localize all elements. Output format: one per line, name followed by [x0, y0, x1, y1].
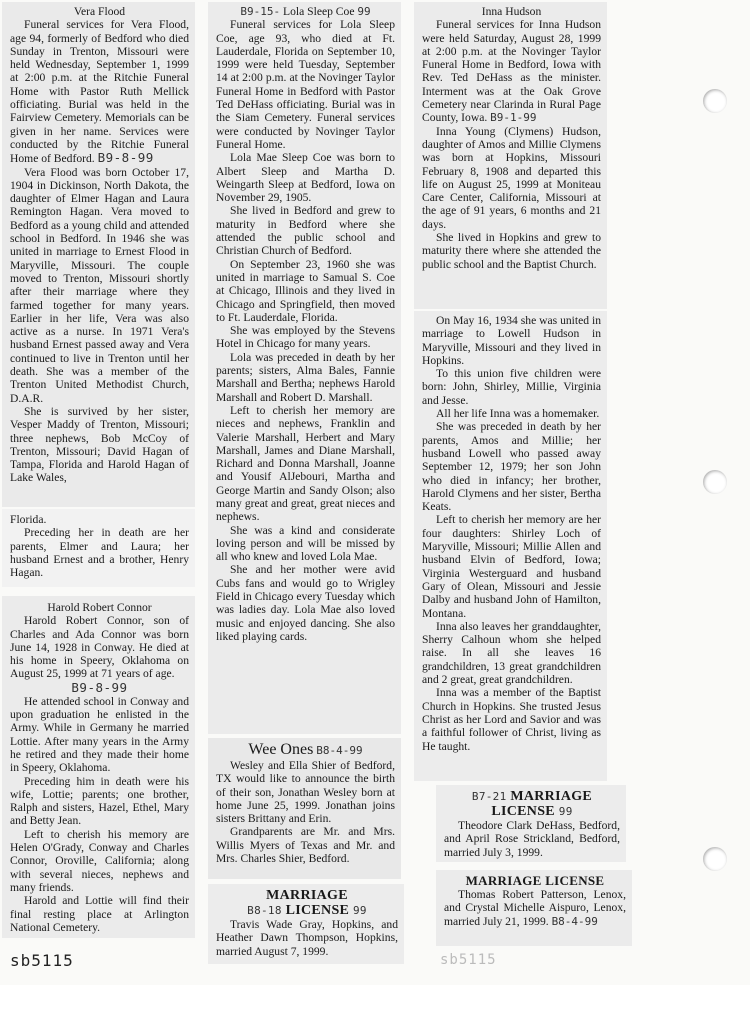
handwritten-year: 99 [357, 5, 371, 18]
obituary-title: Harold Robert Connor [47, 601, 152, 614]
announcement-title: Wee Ones B8-4-99 [248, 741, 363, 758]
marriage-license-title: MARRIAGE LICENSE [465, 873, 605, 888]
marriage-license-text: Travis Wade Gray, Hopkins, and Heather Dawn Thompson, Hopkins, married August 7, 1999. [216, 918, 398, 958]
handwritten-year: 99 [352, 904, 367, 917]
marriage-license-title: MARRIAGE [266, 888, 348, 903]
obituary-paragraph: Left to cherish his memory are Helen O'Grady, Conway and Charles Connor, Oroville, California; along with several nieces, nephews and many friends. [10, 827, 189, 894]
marriage-license-title: B7-21 MARRIAGE [471, 789, 593, 804]
obituary-inna-hudson-top [414, 2, 607, 309]
punch-hole [703, 89, 727, 113]
marriage-license-title: B8-18 LICENSE 99 [247, 903, 367, 918]
obituary-paragraph: She was employed by the Stevens Hotel in Chicago for many years. [216, 324, 395, 351]
handwritten-date: B9-1-99 [490, 111, 537, 125]
obituary-inna-hudson-continued [414, 311, 607, 781]
obituary-paragraph: Inna also leaves her granddaughter, Sherry Calhoun whom she helped raise. In all she leaves 16 grandchildren, 13 great grandchildren and 2 great, great grandchildren. [422, 619, 601, 687]
obituary-paragraph: Lola was preceded in death by her parents; sisters, Alma Bales, Fannie Marshall and Bertha; nephews Harold Marshall and Robert D. Marshall. [216, 350, 395, 404]
handwritten-date: B9-8-99 [71, 679, 128, 695]
obituary-paragraph: Inna Young (Clymens) Hudson, daughter of Amos and Millie Clymens was born at Hopkins, Missouri February 8, 1908 and departed this life on August 25, 1999 at Moniteau Care Center, California, Missouri at the age of 91 years, 6 months and 21 days. [422, 124, 601, 231]
obituary-paragraph: Vera Flood was born October 17, 1904 in Dickinson, North Dakota, the daughter of Elmer Hagan and Laura Remington Hagan. Vera moved to Bedford as a young child and attended school in Bedford. In 1946 she was united in marriage to Ernest Flood in Maryville, Missouri. The couple moved to Trenton, Missouri shortly after their marriage where they farmed together for many years. Earlier in her life, Vera was also active as a nurse. In 1971 Vera's husband Ernest passed away and Vera continued to live in Trenton until her death. She was a member of the Trenton United Methodist Church, D.A.R. [10, 165, 189, 405]
marriage-license-text: Thomas Robert Patterson, Lenox, and Crystal Michelle Aispuro, Lenox, married July 21, 1999. B8-4-99 [444, 888, 626, 928]
faint-page-id: sb5115 [440, 952, 497, 968]
obituary-vera-flood-continued [2, 509, 195, 587]
handwritten-year: 99 [558, 805, 573, 818]
obituary-lola-sleep-coe [208, 2, 401, 734]
punch-hole [703, 847, 727, 871]
obituary-paragraph: Funeral services for Inna Hudson were held Saturday, August 28, 1999 at 2:00 p.m. at the Novinger Taylor Funeral Home in Bedford, Iowa with Rev. Ted DeHass as the minister. Interment was at the Oak Grove Cemetery near Clarinda in Rural Page County, Iowa. B9-1-99 [422, 18, 601, 125]
obituary-paragraph: Funeral services for Lola Sleep Coe, age 93, who died at Ft. Lauderdale, Florida on September 10, 1999 were held Tuesday, September 14 at 2:00 p.m. at the Novinger Taylor Funeral Home in Bedford with Pastor Ted DeHass officiating. Burial was in the Siam Cemetery. Funeral services were conducted by Novinger Taylor Funeral Home. [216, 18, 395, 151]
handwritten-date: B8-18 [247, 904, 282, 917]
obituary-title: Vera Flood [73, 5, 126, 18]
obituary-paragraph: Preceding him in death were his wife, Lottie; parents; one brother, Ralph and sisters, Hazel, Ethel, Mary and Betty Jean. [10, 774, 189, 828]
obituary-paragraph: Harold Robert Connor, son of Charles and Ada Connor was born June 14, 1928 in Conway. He died at his home in Speery, Oklahoma on August 25, 1999 at 71 years of age. [10, 614, 189, 681]
obituary-paragraph: He attended school in Conway and upon graduation he enlisted in the Army. While in Germany he married Lottie. After many years in the Army he retired and they made their home in Speery, Oklahoma. [10, 694, 189, 775]
obituary-paragraph: Harold and Lottie will find their final resting place at Arlington National Cemetery. [10, 894, 189, 934]
obituary-paragraph: She was preceded in death by her parents, Amos and Millie; her husband Lowell who passed away September 12, 1979; her son John who died in infancy; her brother, Harold Clymens and her sister, Bertha Keats. [422, 420, 601, 514]
obituary-paragraph: To this union five children were born: John, Shirley, Millie, Virginia and Jesse. [422, 367, 601, 407]
obituary-paragraph: Florida. [10, 513, 47, 526]
punch-hole [703, 470, 727, 494]
obituary-paragraph: All her life Inna was a homemaker. [436, 407, 600, 421]
marriage-license-title: LICENSE 99 [491, 804, 573, 819]
announcement-paragraph: Wesley and Ella Shier of Bedford, TX would like to announce the birth of their son, Jonathan Wesley born at home June 25, 1999. Jonathan joins sisters Brittany and Erin. [216, 759, 395, 826]
obituary-paragraph: Funeral services for Vera Flood, age 94, formerly of Bedford who died Sunday in Trenton, Missouri were held Wednesday, September 1, 1999 at 2:00 p.m. at the Ritchie Funeral Home with Pastor Ruth Mellick officiating. Burial was held in the Fairview Cemetery. Memorials can be given in her name. Services were conducted by the Ritchie Funeral Home of Bedford. B9-8-99 [10, 18, 189, 166]
obituary-paragraph: Preceding her in death are her parents, Elmer and Laura; her husband Ernest and a brother, Henry Hagan. [10, 526, 189, 580]
announcement-paragraph: Grandparents are Mr. and Mrs. Willis Myers of Texas and Mr. and Mrs. Charles Shier, Bedford. [216, 825, 395, 866]
obituary-paragraph: Lola Mae Sleep Coe was born to Albert Sleep and Martha D. Weingarth Sleep at Bedford, Iowa on November 29, 1905. [216, 151, 395, 205]
obituary-paragraph: She lived in Hopkins and grew to maturity there where she attended the public school and the Baptist Church. [422, 231, 601, 271]
obituary-paragraph: On September 23, 1960 she was united in marriage to Samual S. Coe at Chicago, Illinois and they lived in Chicago and Springfield, then moved to Ft. Lauderdale, Florida. [216, 257, 395, 324]
handwritten-date: B8-4-99 [551, 914, 598, 928]
handwritten-date: B8-4-99 [316, 744, 363, 757]
obituary-title: Inna Hudson [481, 5, 542, 18]
obituary-title: B9-15- Lola Sleep Coe 99 [240, 5, 371, 18]
marriage-license-text: Theodore Clark DeHass, Bedford, and April Rose Strickland, Bedford, married July 3, 1999. [444, 819, 620, 859]
obituary-paragraph: She was a kind and considerate loving person and will be missed by all who knew and loved Lola Mae. [216, 523, 395, 564]
obituary-paragraph: She and her mother were avid Cubs fans and would go to Wrigley Field in Chicago every Tuesday which was ladies day. Lola Mae also loved music and enjoyed dancing. She also liked playing cards. [216, 563, 395, 643]
handwritten-page-id: sb5115 [10, 951, 74, 970]
obituary-vera-flood [2, 2, 195, 507]
marriage-license-gray [208, 884, 404, 964]
obituary-harold-connor [2, 596, 195, 938]
marriage-license-patterson [436, 870, 632, 946]
handwritten-date: B9-15- [240, 5, 281, 18]
obituary-paragraph: She lived in Bedford and grew to maturity in Bedford where she attended the public school and Christian Church of Bedford. [216, 204, 395, 258]
handwritten-date: B7-21 [471, 790, 507, 803]
obituary-paragraph: Left to cherish her memory are nieces and nephews, Franklin and Valerie Marshall, Herbert and Mary Marshall, James and Diane Marshall, Richard and Donna Marshall, Joanne and Yousif AlJebouri, Martha and George Martin and Sandy Olson; also many great and great, great nieces and nephews. [216, 403, 395, 524]
marriage-license-dehass [436, 785, 626, 862]
obituary-paragraph: Left to cherish her memory are her four daughters: Shirley Loch of Maryville, Missouri; Millie Allen and husband Elvin of Bedford, Iowa; Virginia Westerguard and husband Gary of Olean, Missouri and Jessie Dalby and husband John of Hamilton, Montana. [422, 513, 601, 620]
obituary-paragraph: She is survived by her sister, Vesper Maddy of Trenton, Missouri; three nephews, Bob McCoy of Trenton, Missouri; David Hagan of Tampa, Florida and Harold Hagan of Lake Wales, [10, 404, 189, 485]
scan-margin [0, 985, 750, 1033]
handwritten-date: B9-8-99 [97, 150, 154, 166]
obituary-paragraph: Inna was a member of the Baptist Church in Hopkins. She trusted Jesus Christ as her Lord and Savior and was a faithful follower of Christ, living as He taught. [422, 686, 601, 753]
obituary-paragraph: On May 16, 1934 she was united in marriage to Lowell Hudson in Maryville, Missouri and they lived in Hopkins. [422, 314, 601, 367]
birth-announcement-wee-ones [208, 738, 401, 879]
